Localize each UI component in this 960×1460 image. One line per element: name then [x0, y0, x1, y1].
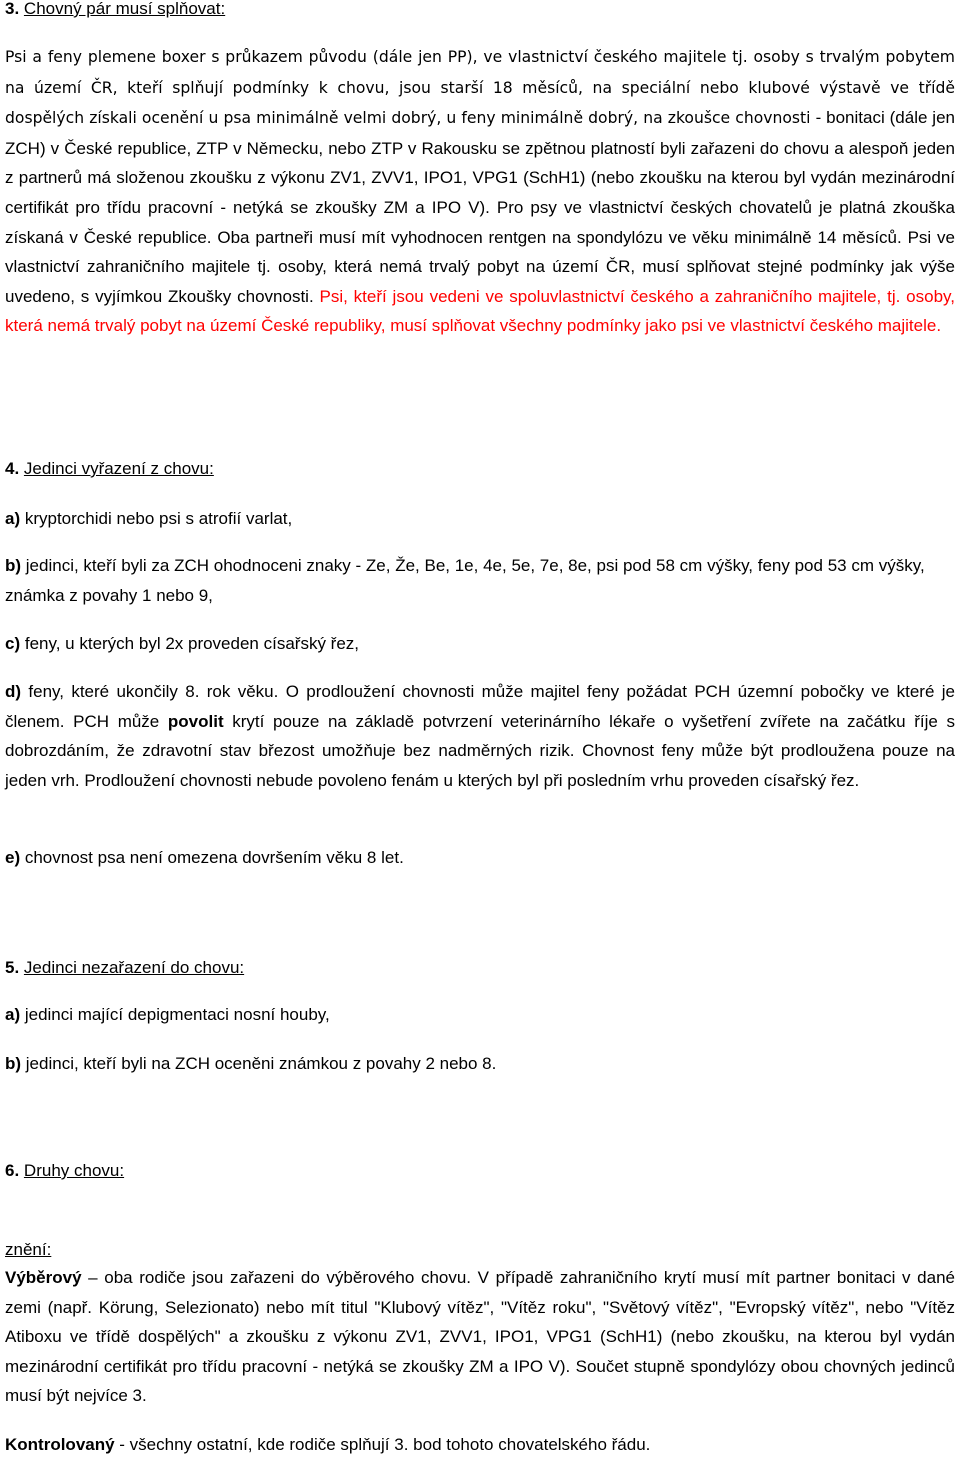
item-label: a) — [5, 1005, 21, 1024]
item-label: b) — [5, 556, 22, 575]
item-label: a) — [5, 509, 21, 528]
item-label: c) — [5, 634, 21, 653]
item-text: feny, které ukončily 8. rok věku. O prodloužení chovnosti může majitel feny požádat PCH územní pobočky ve které je členem. PCH může — [5, 682, 955, 731]
section-number: 6. — [5, 1161, 20, 1180]
section-number: 3. — [5, 0, 20, 18]
section-3-heading — [5, 0, 955, 24]
item-4d — [5, 677, 955, 795]
item-text: jedinci, kteří byli na ZCH oceněni známkou z povahy 2 nebo 8. — [21, 1054, 497, 1073]
zneni-text: znění: — [5, 1240, 52, 1259]
breeding-type-controlled — [5, 1430, 955, 1460]
zneni-label — [5, 1235, 955, 1265]
item-5a — [5, 1000, 955, 1030]
item-label: d) — [5, 682, 22, 701]
item-text: jedinci mající depigmentaci nosní houby, — [20, 1005, 330, 1024]
item-label: b) — [5, 1054, 22, 1073]
section-6-heading — [5, 1156, 955, 1186]
item-text: feny, u kterých byl 2x proveden císařský řez, — [20, 634, 360, 653]
breeding-type-text: - všechny ostatní, kde rodiče splňují 3. bod tohoto chovatelského řádu. — [114, 1435, 651, 1454]
item-4b — [5, 551, 955, 610]
item-4e — [5, 843, 955, 873]
breeding-type-label: Výběrový — [5, 1268, 82, 1287]
paragraph-arial-part: Psi a feny plemene boxer s průkazem původu (dále jen PP), ve vlastnictví českého majitele tj. osoby s trvalým pobytem na území ČR, kteří splňují podmínky k chovu, jsou starší 18 měsíců, na speciální nebo klubové výstavě ve třídě dospělých získali ocenění u psa minimálně velmi dobrý, u feny minimálně dobrý, na zkoušce chovnosti - — [5, 48, 955, 128]
item-text: kryptorchidi nebo psi s atrofií varlat, — [20, 509, 293, 528]
item-label: e) — [5, 848, 21, 867]
item-5b — [5, 1049, 955, 1079]
item-text: chovnost psa není omezena dovršením věku 8 let. — [20, 848, 404, 867]
section-title: Jedinci nezařazení do chovu: — [23, 958, 245, 977]
section-title: Jedinci vyřazení z chovu: — [23, 459, 214, 478]
item-bold-word: povolit — [167, 711, 224, 731]
breeding-type-selective — [5, 1263, 955, 1411]
breeding-type-text: – oba rodiče jsou zařazeni do výběrového chovu. V případě zahraničního krytí musí mít partner bonitaci v dané zemi (např. Körung, Selezionato) nebo mít titul "Klubový vítěz", "Vítěz roku", "Světový vítěz", "Evropský vítěz", nebo "Vítěz Atiboxu ve třídě dospělých" a zkoušku z výkonu ZV1, ZVV1, IPO1, VPG1 (SchH1) (nebo zkoušku, na kterou byl vydán mezinárodní certifikát pro třídu pracovní - netýká se zkoušky ZM a IPO V). Součet stupně spondylózy obou chovných jedinců musí být nejvíce 3. — [5, 1268, 955, 1406]
section-number: 5. — [5, 958, 20, 977]
red-note: Psi, kteří jsou vedeni ve spoluvlastnictví českého a zahraničního majitele, tj. osoby, která nemá trvalý pobyt na území České republiky, musí splňovat všechny podmínky jako psi ve vlastnictví českého majitele. — [5, 286, 955, 336]
section-number: 4. — [5, 459, 20, 478]
item-text: jedinci, kteří byli za ZCH ohodnoceni znaky - Ze, Že, Be, 1e, 4e, 5e, 7e, 8e, psi pod 58 cm výšky, feny pod 53 cm výšky, známka z povahy 1 nebo 9, — [5, 556, 925, 605]
item-4a — [5, 504, 955, 534]
item-4c — [5, 629, 955, 659]
section-3-paragraph — [5, 42, 955, 341]
section-title: Druhy chovu: — [23, 1161, 125, 1180]
section-5-heading — [5, 953, 955, 983]
section-4-heading — [5, 454, 955, 484]
paragraph-calibri-part: bonitaci (dále jen ZCH) v České republice, ZTP v Německu, nebo ZTP v Rakousku se zpětnou platností byli zařazeni do chovu a alespoň jeden z partnerů má složenou zkoušku z výkonu ZV1, ZVV1, IPO1, VPG1 (SchH1) (nebo zkoušku na kterou byl vydán mezinárodní certifikát pro třídu pracovní - netýká se zkoušky ZM a IPO V). Pro psy ve vlastnictví českých chovatelů je platná zkouška získaná v České republice. Oba partneři musí mít vyhodnocen rentgen na spondylózu ve věku minimálně 14 měsíců. Psi ve vlastnictví zahraničního majitele tj. osoby, která nemá trvalý pobyt na území ČR, musí splňovat stejné podmínky jak výše uvedeno, s vyjímkou Zkoušky chovnosti. — [5, 108, 955, 306]
item-text: krytí pouze na základě potvrzení veterinárního lékaře o vyšetření zvířete na začátku říje s dobrozdáním, že zdravotní stav březost umožňuje bez nadměrných rizik. Chovnost feny může být prodloužena pouze na jeden vrh. Prodloužení chovnosti nebude povoleno fenám u kterých byl při posledním vrhu proveden císařský řez. — [5, 711, 955, 790]
section-title: Chovný pár musí splňovat: — [23, 0, 226, 18]
breeding-type-label: Kontrolovaný — [5, 1435, 115, 1454]
